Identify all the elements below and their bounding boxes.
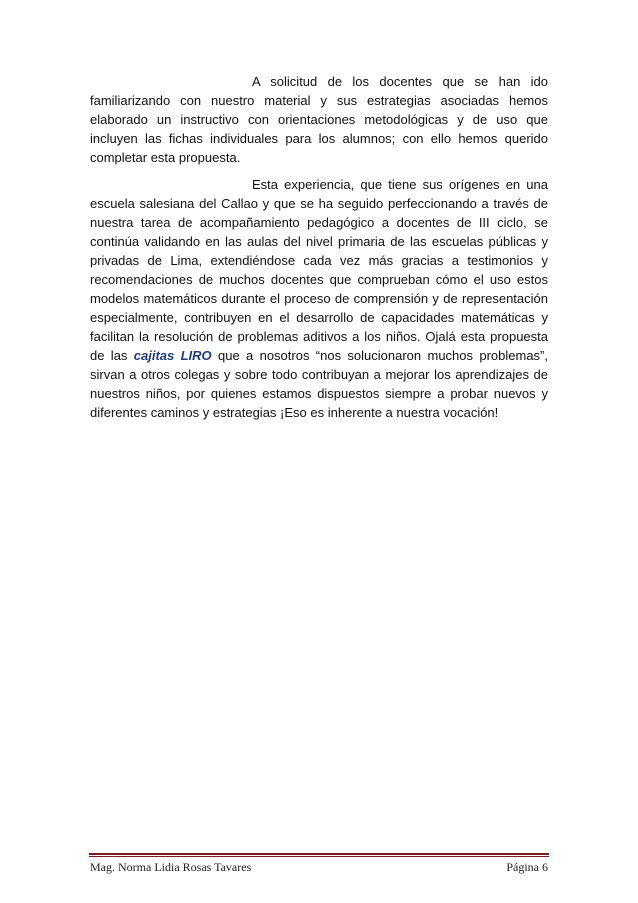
paragraph-2	[90, 175, 548, 422]
footer-rule-thin	[89, 856, 549, 857]
paragraph-1-text: A solicitud de los docentes que se han ido familiarizando con nuestro material y sus estrategias asociadas hemos elaborado un instructivo con orientaciones metodológicas y de uso que incluyen las fichas individuales para los alumnos; con ello hemos querido completar esta propuesta.	[90, 74, 548, 165]
document-body	[90, 72, 548, 422]
paragraph-2-text-start: Esta experiencia, que tiene sus orígenes en una escuela salesiana del Callao y que se ha seguido perfeccionando a través de nuestra tarea de acompañamiento pedagógico a docentes de III ciclo, se continúa validando en las aulas del nivel primaria de las escuelas públicas y privadas de Lima, extendiéndose cada vez más gracias a testimonios y recomendaciones de muchos docentes que comprueban cómo el uso estos modelos matemáticos durante el proceso de comprensión y de representación especialmente, contribuyen en el desarrollo de capacidades matemáticas y facilitan la resolución de problemas aditivos a los niños. Ojalá esta propuesta de las	[90, 177, 548, 363]
paragraph-2-text-end: que a nosotros “nos solucionaron muchos problemas”, sirvan a otros colegas y sobre todo contribuyan a mejorar los aprendizajes de nuestros niños, por quienes estamos dispuestos siempre a probar nuevos y diferentes caminos y estrategias ¡Eso es inherente a nuestra vocación!	[90, 348, 548, 420]
product-name: cajitas LIRO	[133, 348, 212, 363]
footer-page-number: Página 6	[506, 860, 548, 874]
page-footer	[90, 860, 548, 875]
footer-rule	[89, 853, 549, 855]
footer-author: Mag. Norma Lidia Rosas Tavares	[90, 860, 252, 874]
paragraph-1	[90, 72, 548, 167]
